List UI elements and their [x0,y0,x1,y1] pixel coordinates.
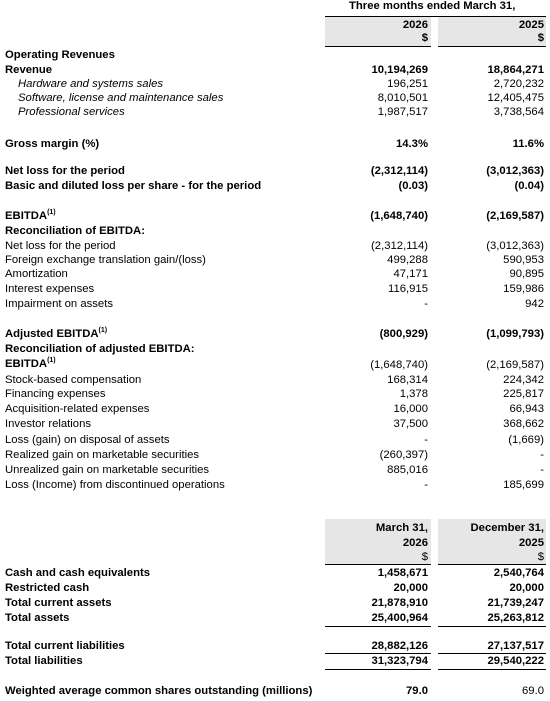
period-title: Three months ended March 31, [349,0,516,12]
col1-year: 2026 [402,19,428,31]
adjusted-reconciliation-row: (1,648,740) (2,169,587) [370,359,544,371]
header2-row1 [0,521,550,536]
revenue-item-row: Professional services 1,987,517 3,738,564 [18,106,544,118]
liabilities-underline-col2 [438,669,546,670]
operating-revenues-heading: Operating Revenues [5,49,115,61]
net-loss-row: Net loss for the period (2,312,114) (3,012,363) [5,165,544,177]
adjusted-reconciliation-row: Investor relations 37,500 368,662 [5,418,544,430]
reconciliation-row: Amortization 47,171 90,895 [5,268,544,280]
balance-row: Cash and cash equivalents 1,458,671 2,540,764 [5,567,544,579]
footnote-marker: (1) [47,209,56,217]
col1-date: March 31, [375,522,428,534]
reconciliation-ebitda-label: EBITDA$^{(1)}$ [5,357,56,370]
adjusted-reconciliation-row: Loss (gain) on disposal of assets - (1,669) [5,434,544,446]
liability-row: Total liabilities 31,323,794 29,540,222 [5,655,544,667]
revenue-item-row: Hardware and systems sales 196,251 2,720,232 [18,78,544,90]
col1-year2: 2026 [402,537,428,549]
loss-per-share-row: Basic and diluted loss per share - for the period (0.03) (0.04) [5,180,544,192]
gross-margin-row: Gross margin (%) 14.3% 11.6% [5,138,544,150]
ebitda-row: EBITDA$^{(1)}$ (1,648,740) (2,169,587) [5,209,544,222]
currency-header-row [0,31,550,46]
assets-underline-col1 [325,626,431,627]
liability-row: Total current liabilities 28,882,126 27,137,517 [5,640,544,652]
header1-underline-col1 [325,46,431,47]
revenue-item-row: Software, license and maintenance sales 8,010,501 12,405,475 [18,92,544,104]
footnote-marker: (1) [47,357,56,365]
footnote-marker: (1) [98,327,108,335]
reconciliation-row: Impairment on assets - 942 [5,298,544,310]
header2-currency-row: $ $ [421,551,544,563]
col2-year: 2025 [518,19,544,31]
header1-underline-col2 [438,46,546,47]
reconciliation-ebitda-heading: Reconciliation of EBITDA: [5,225,145,237]
adjusted-reconciliation-row: Stock-based compensation 168,314 224,342 [5,374,544,386]
assets-underline-col2 [438,626,546,627]
col2-year2: 2025 [518,537,544,549]
reconciliation-row: Interest expenses 116,915 159,986 [5,283,544,295]
adjusted-reconciliation-row: Financing expenses 1,378 225,817 [5,388,544,400]
adjusted-reconciliation-row: Acquisition-related expenses 16,000 66,943 [5,403,544,415]
header2-row2 [0,536,550,551]
reconciliation-row: Net loss for the period (2,312,114) (3,012,363) [5,240,544,252]
reconciliation-adjusted-heading: Reconciliation of adjusted EBITDA: [5,343,195,355]
header2-underline-col1 [325,564,431,565]
adjusted-ebitda-row: Adjusted EBITDA$^{(1)}$ (800,929) (1,099,793) [5,327,544,340]
weighted-shares-row: Weighted average common shares outstanding (millions) 79.0 69.0 [5,685,544,697]
adjusted-reconciliation-row: Realized gain on marketable securities (260,397) - [5,449,544,461]
adjusted-reconciliation-row: Unrealized gain on marketable securities 885,016 - [5,464,544,476]
col2-currency: $ [537,32,544,44]
col2-date: December 31, [470,522,544,534]
balance-row: Total assets 25,400,964 25,263,812 [5,612,544,624]
col1-currency: $ [421,32,428,44]
balance-row: Total current assets 21,878,910 21,739,247 [5,597,544,609]
period-underline [325,16,546,17]
header2-underline-col2 [438,564,546,565]
revenue-row: Revenue 10,194,269 18,864,271 [5,64,544,76]
liabilities-underline-col1 [325,669,431,670]
reconciliation-row: Foreign exchange translation gain/(loss) 499,288 590,953 [5,254,544,266]
adjusted-reconciliation-row: Loss (Income) from discontinued operations - 185,699 [5,479,544,491]
balance-row: Restricted cash 20,000 20,000 [5,582,544,594]
